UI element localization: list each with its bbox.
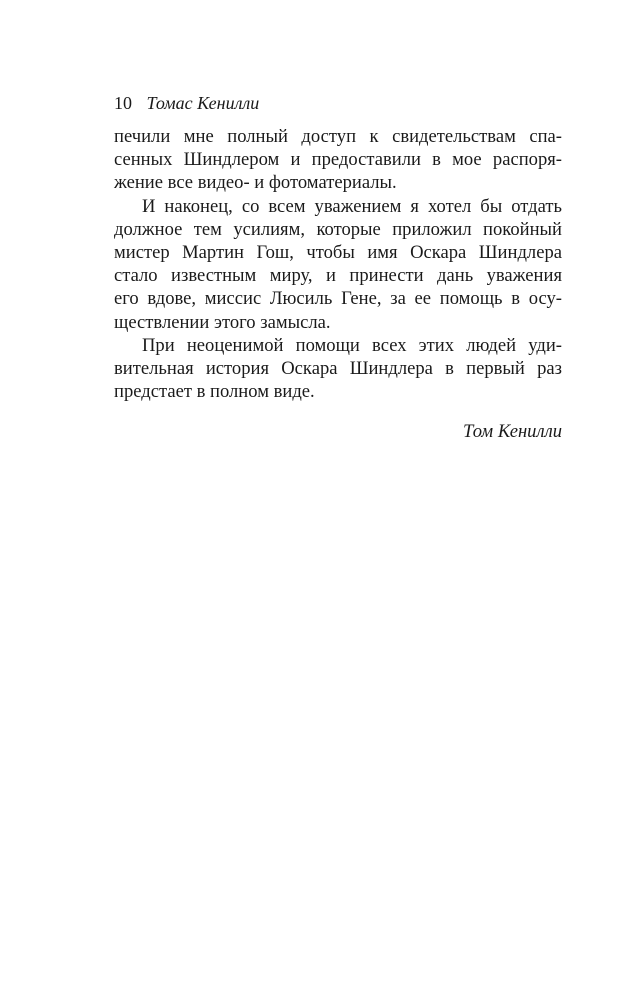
paragraph-first-line: При неоценимой помощи всех этих людей уди- xyxy=(142,334,562,356)
text-line: его вдове, миссис Люсиль Гене, за ее помощь в осу- xyxy=(114,288,562,310)
text-line: вительная история Оскара Шиндлера в первый раз xyxy=(114,357,562,379)
running-title: Томас Кенилли xyxy=(146,93,260,113)
paragraph-first-line: И наконец, со всем уважением я хотел бы отдать xyxy=(142,195,562,217)
page-number: 10 xyxy=(114,93,132,113)
text-line: жение все видео- и фотоматериалы. xyxy=(114,172,397,194)
body-text xyxy=(114,125,562,403)
text-line: сенных Шиндлером и предоставили в мое распоря- xyxy=(114,149,562,171)
text-line: ществлении этого замысла. xyxy=(114,311,331,333)
text-line: стало известным миру, и принести дань уважения xyxy=(114,265,562,287)
text-line: печили мне полный доступ к свидетельствам спа- xyxy=(114,126,562,147)
text-line: предстает в полном виде. xyxy=(114,381,315,403)
author-signature: Том Кенилли xyxy=(463,421,562,442)
text-line: мистер Мартин Гош, чтобы имя Оскара Шиндлера xyxy=(114,241,562,263)
text-line: должное тем усилиям, которые приложил покойный xyxy=(114,218,562,240)
running-header xyxy=(114,92,259,114)
